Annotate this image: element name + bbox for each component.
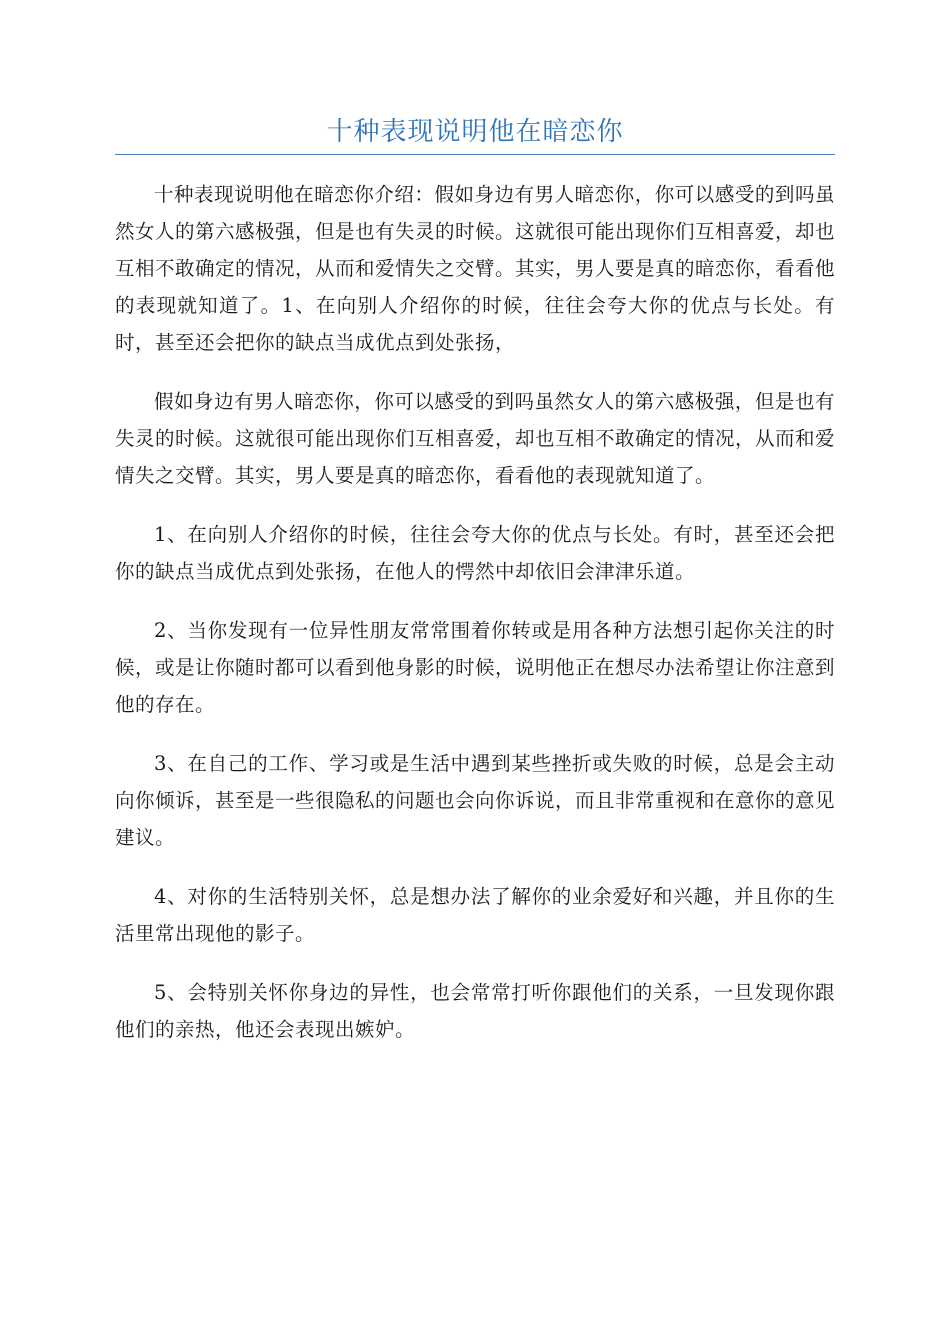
paragraph-intro: 十种表现说明他在暗恋你介绍：假如身边有男人暗恋你，你可以感受的到吗虽然女人的第六感极强，但是也有失灵的时候。这就很可能出现你们互相喜爱，却也互相不敢确定的情况，从而和爱情失之交臂。其实，男人要是真的暗恋你，看看他的表现就知道了。1、在向别人介绍你的时候，往往会夸大你的优点与长处。有时，甚至还会把你的缺点当成优点到处张扬， [115, 183, 836, 354]
paragraph-summary: 假如身边有男人暗恋你，你可以感受的到吗虽然女人的第六感极强，但是也有失灵的时候。这就很可能出现你们互相喜爱，却也互相不敢确定的情况，从而和爱情失之交臂。其实，男人要是真的暗恋你，看看他的表现就知道了。 [115, 390, 836, 487]
document-body [115, 176, 835, 1070]
paragraph-point-2: 2、当你发现有一位异性朋友常常围着你转或是用各种方法想引起你关注的时候，或是让你随时都可以看到他身影的时候，说明他正在想尽办法希望让你注意到他的存在。 [115, 619, 836, 716]
title-underline [115, 154, 835, 155]
paragraph-point-5: 5、会特别关怀你身边的异性，也会常常打听你跟他们的关系，一旦发现你跟他们的亲热，他还会表现出嫉妒。 [115, 981, 835, 1041]
paragraph-point-3: 3、在自己的工作、学习或是生活中遇到某些挫折或失败的时候，总是会主动向你倾诉，甚至是一些很隐私的问题也会向你诉说，而且非常重视和在意你的意见建议。 [115, 752, 836, 849]
paragraph-point-1: 1、在向别人介绍你的时候，往往会夸大你的优点与长处。有时，甚至还会把你的缺点当成优点到处张扬，在他人的愕然中却依旧会津津乐道。 [115, 523, 835, 583]
paragraph-point-4: 4、对你的生活特别关怀，总是想办法了解你的业余爱好和兴趣，并且你的生活里常出现他的影子。 [115, 885, 835, 945]
document-title: 十种表现说明他在暗恋你 [326, 117, 624, 147]
